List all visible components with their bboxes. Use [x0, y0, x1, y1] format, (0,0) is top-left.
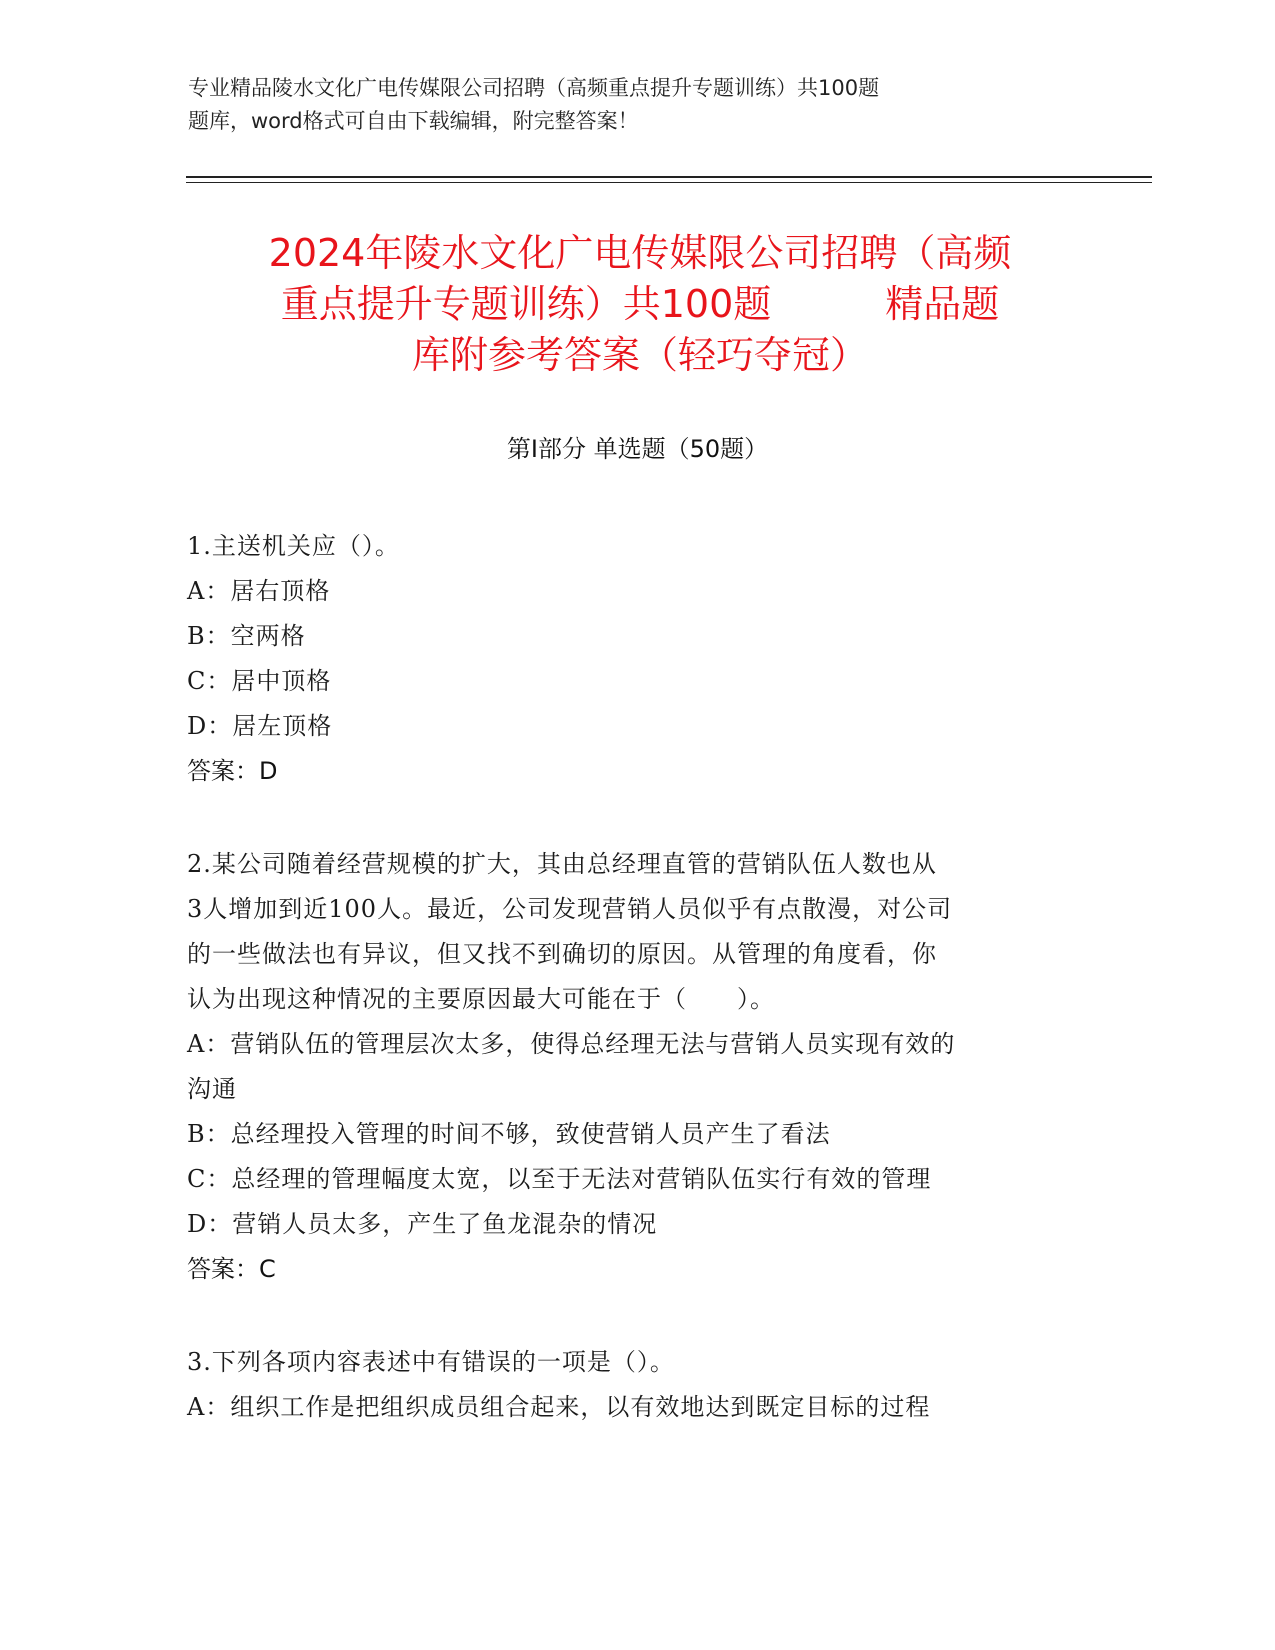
- answer: 答案：C: [187, 1255, 276, 1283]
- question-stem: 1.主送机关应（）。: [187, 532, 400, 560]
- question-stem-line-3: 的一些做法也有异议，但又找不到确切的原因。从管理的角度看，你: [187, 940, 937, 968]
- document-title-line-3: 库附参考答案（轻巧夺冠）: [411, 333, 868, 377]
- question-stem-line-2: 3人增加到近100人。最近，公司发现营销人员似乎有点散漫，对公司: [187, 895, 953, 923]
- document-title-line-1: 2024年陵水文化广电传媒限公司招聘（高频: [268, 231, 1012, 275]
- document-title: [190, 228, 1090, 381]
- question-1: [187, 524, 1087, 794]
- question-stem-line-4: 认为出现这种情况的主要原因最大可能在于（ ）。: [187, 985, 775, 1013]
- question-stem-line-1: 2.某公司随着经营规模的扩大，其由总经理直管的营销队伍人数也从: [187, 850, 937, 878]
- option-b: B：总经理投入管理的时间不够，致使营销人员产生了看法: [187, 1120, 831, 1148]
- option-a: A：营销队伍的管理层次太多，使得总经理无法与营销人员实现有效的: [187, 1030, 956, 1058]
- option-d: D：居左顶格: [187, 712, 333, 740]
- question-2: [187, 842, 1087, 1292]
- document-title-line-2: 重点提升专题训练）共100题 精品题: [280, 282, 1000, 326]
- header-note: [188, 72, 1048, 138]
- option-c: C：居中顶格: [187, 667, 332, 695]
- header-note-line-1: 专业精品陵水文化广电传媒限公司招聘（高频重点提升专题训练）共100题: [188, 76, 880, 100]
- question-list: [187, 524, 1087, 1478]
- header-note-line-2: 题库，word格式可自由下载编辑，附完整答案！: [188, 109, 639, 133]
- option-d: D：营销人员太多，产生了鱼龙混杂的情况: [187, 1210, 658, 1238]
- option-a: A：居右顶格: [187, 577, 331, 605]
- header-divider-thin: [186, 182, 1152, 183]
- option-a: A：组织工作是把组织成员组合起来，以有效地达到既定目标的过程: [187, 1393, 931, 1421]
- option-b: B：空两格: [187, 622, 306, 650]
- answer: 答案：D: [187, 757, 278, 785]
- section-title: 第Ⅰ部分 单选题（50题）: [506, 435, 769, 463]
- question-stem: 3.下列各项内容表述中有错误的一项是（）。: [187, 1348, 675, 1376]
- option-c: C：总经理的管理幅度太宽，以至于无法对营销队伍实行有效的管理: [187, 1165, 932, 1193]
- header-divider-thick: [186, 176, 1152, 178]
- option-a-continued: 沟通: [187, 1075, 237, 1103]
- question-3: [187, 1340, 1087, 1430]
